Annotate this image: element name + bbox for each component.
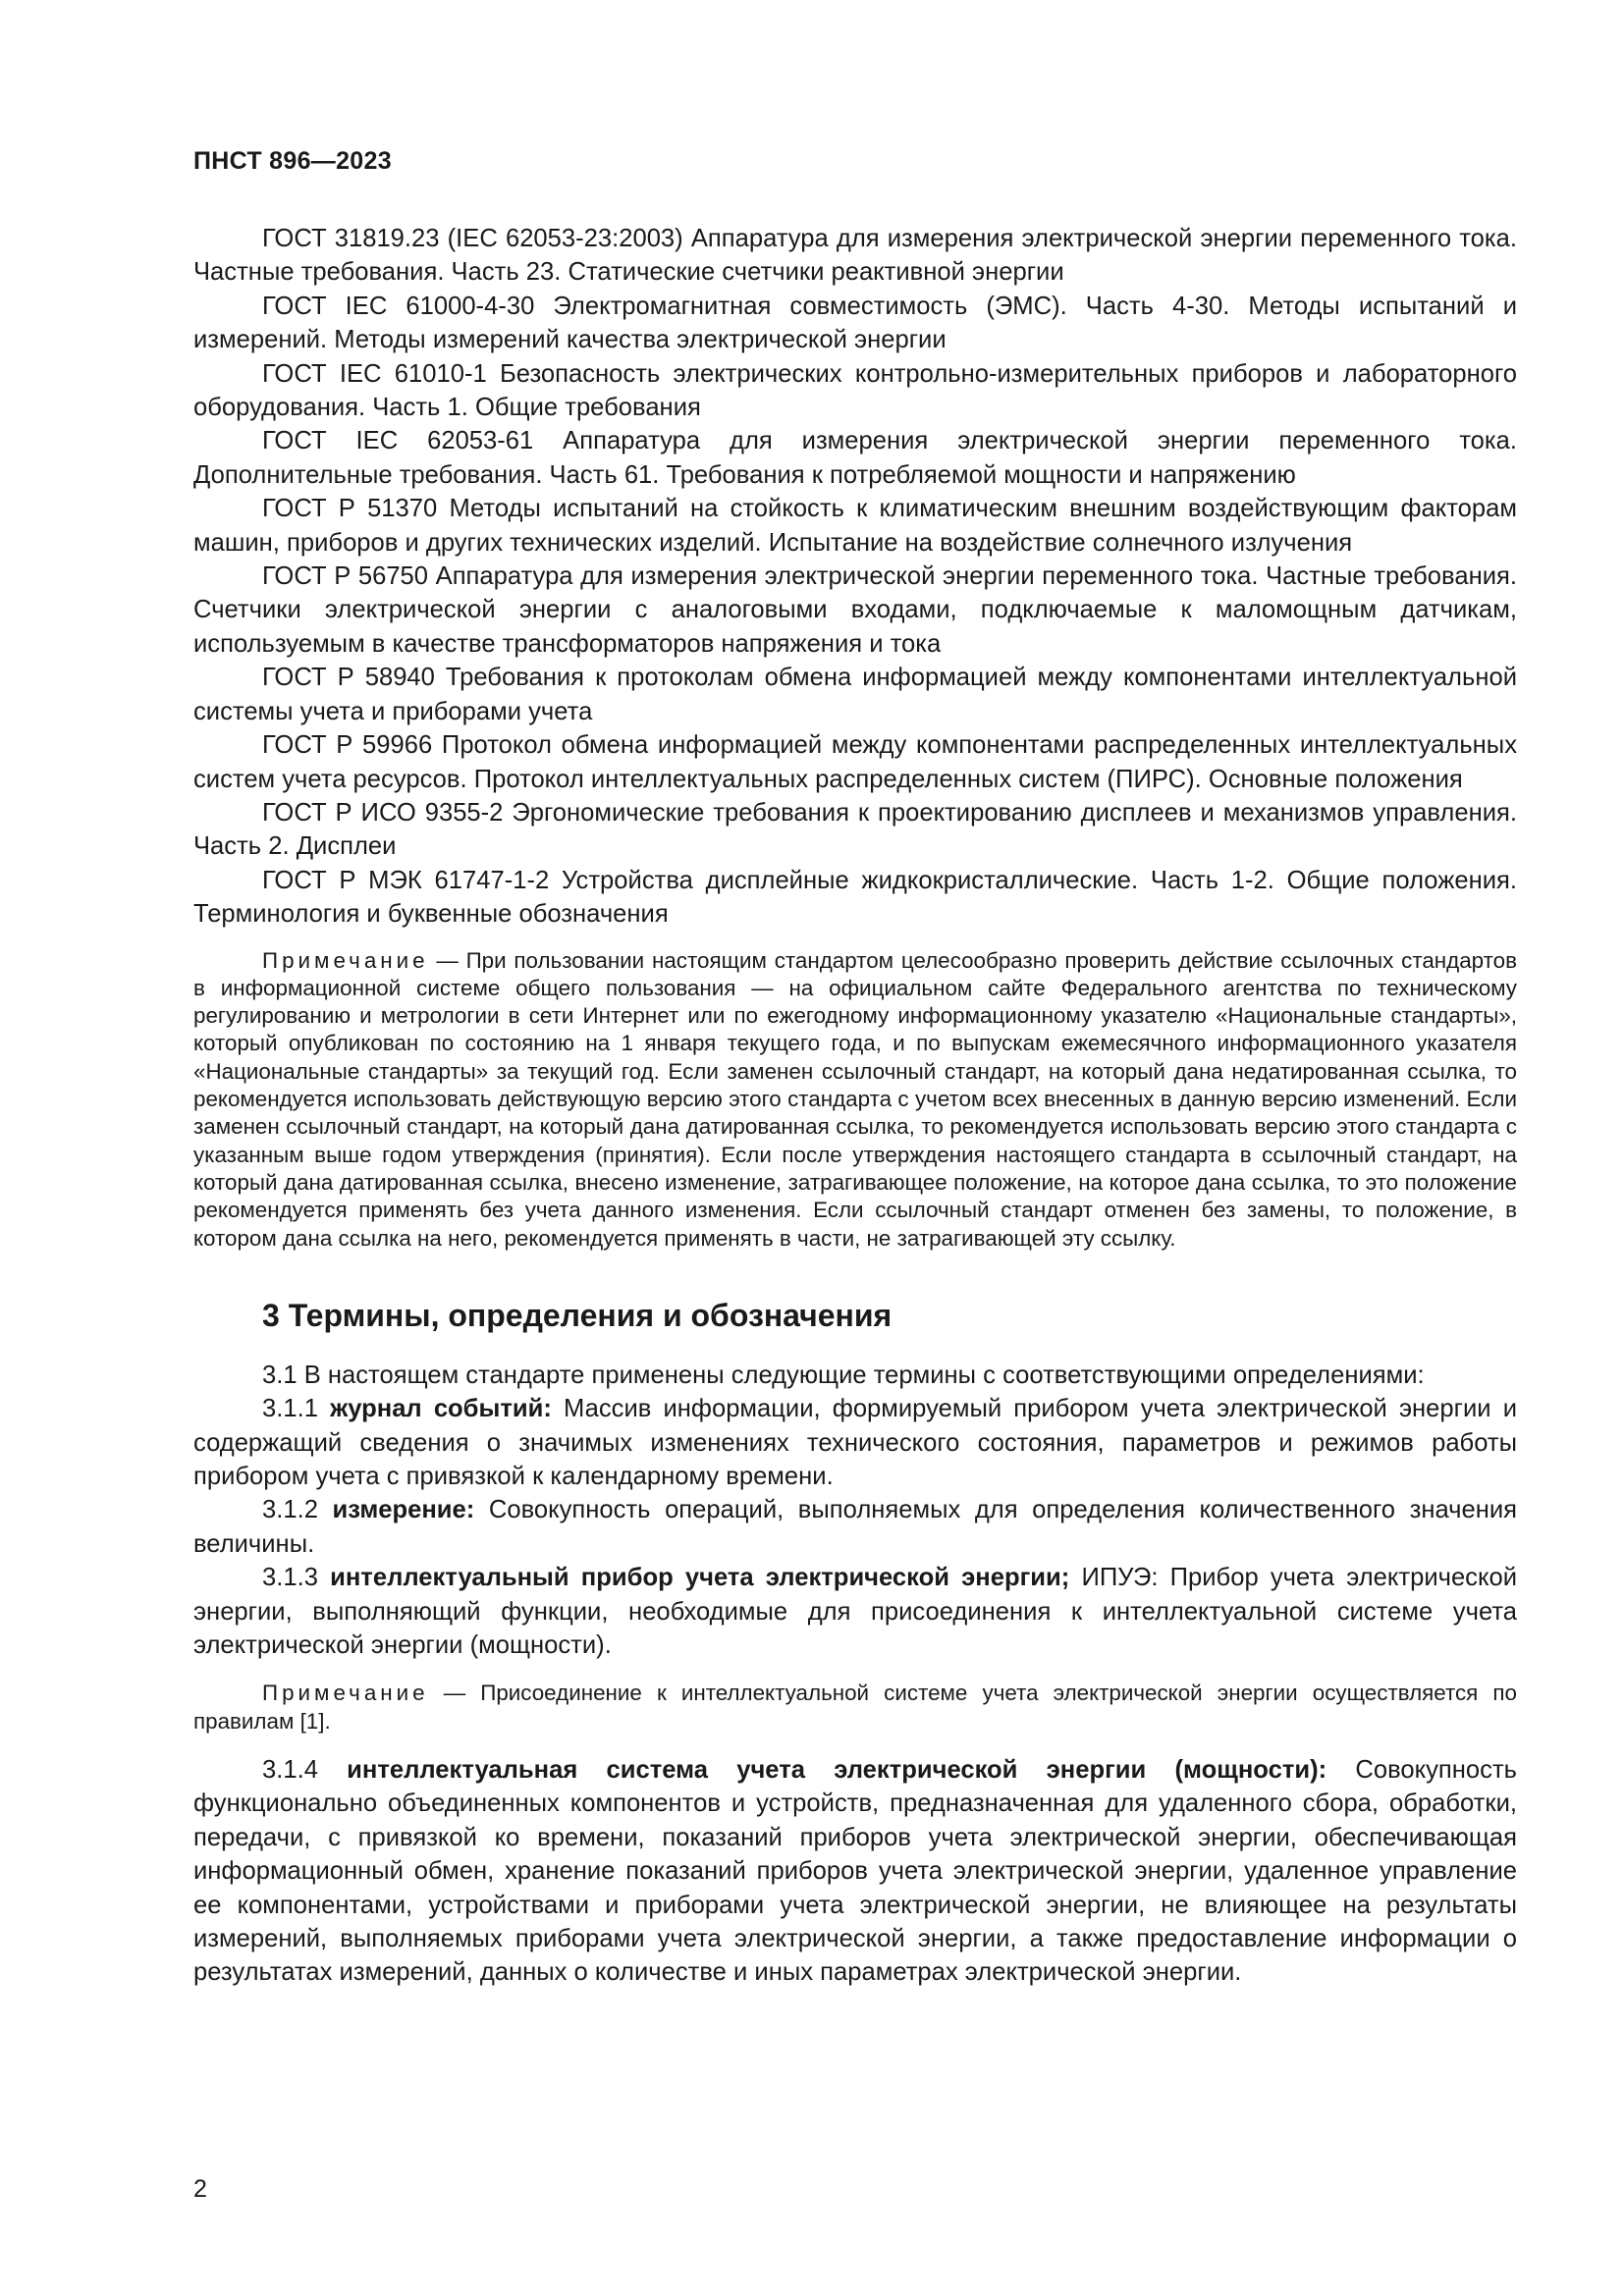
term-number: 3.1.2	[262, 1496, 333, 1524]
note-text: — Присоединение к интеллектуальной системе учета электрической энергии осуществляется по правилам [1].	[193, 1681, 1517, 1734]
term-definition: ИПУЭ: Прибор учета электрической энергии, выполняющий функции, необходимые для присоединения к интеллектуальной системе учета электрической энергии (мощности).	[193, 1564, 1517, 1660]
reference-item: ГОСТ Р 59966 Протокол обмена информацией между компонентами распределенных интеллектуальных систем учета ресурсов. Протокол интеллектуальных распределенных систем (ПИРС). Основные положения	[193, 731, 1517, 793]
reference-item: ГОСТ IEC 62053-61 Аппаратура для измерения электрической энергии переменного тока. Дополнительные требования. Часть 61. Требования к потребляемой мощности и напряжению	[193, 427, 1517, 489]
reference-item: ГОСТ Р ИСО 9355-2 Эргономические требования к проектированию дисплеев и механизмов управления. Часть 2. Дисплеи	[193, 798, 1517, 861]
reference-item: ГОСТ IEC 61000-4-30 Электромагнитная совместимость (ЭМС). Часть 4-30. Методы испытаний и измерений. Методы измерений качества электрической энергии	[193, 292, 1517, 354]
note-text: — При пользовании настоящим стандартом целесообразно проверить действие ссылочных стандартов в информационной системе общего пользования — на официальном сайте Федерального агентства по техническому регулированию и метрологии в сети Интернет или по ежегодному информационному указателю «Национальные стандарты», который опубликован по состоянию на 1 января текущего года, и по выпускам ежемесячного информационного указателя «Национальные стандарты» за текущий год. Если заменен ссылочный стандарт, на который дана недатированная ссылка, то рекомендуется использовать действующую версию этого стандарта с учетом всех внесенных в данную версию изменений. Если заменен ссылочный стандарт, на который дана датированная ссылка, то рекомендуется использовать версию этого стандарта с указанным выше годом утверждения (принятия). Если после утверждения настоящего стандарта в ссылочный стандарт, на который дана датированная ссылка, внесено изменение, затрагивающее положение, на которое дана ссылка, то это положение рекомендуется применять без учета данного изменения. Если ссылочный стандарт отменен без замены, то положение, в котором дана ссылка на него, рекомендуется применять в части, не затрагивающей эту ссылку.	[193, 947, 1517, 1251]
page-content	[193, 222, 1517, 1990]
term-name: измерение:	[332, 1496, 475, 1524]
term-3-1-2	[193, 1493, 1517, 1561]
section-intro: 3.1 В настоящем стандарте применены следующие термины с соответствующими определениями:	[262, 1361, 1425, 1389]
term-number: 3.1.4	[262, 1756, 348, 1785]
term-name: журнал событий:	[330, 1395, 552, 1423]
reference-item: ГОСТ Р 51370 Методы испытаний на стойкость к климатическим внешним воздействующим факторам машин, приборов и других технических изделий. Испытание на воздействие солнечного излучения	[193, 495, 1517, 557]
term-number: 3.1.1	[262, 1395, 331, 1423]
reference-item: ГОСТ Р 56750 Аппаратура для измерения электрической энергии переменного тока. Частные требования. Счетчики электрической энергии с аналоговыми входами, подключаемые к маломощным датчикам, используемым в качестве трансформаторов напряжения и тока	[193, 562, 1517, 658]
term-definition: Совокупность функционально объединенных компонентов и устройств, предназначенная для удаленного сбора, обработки, передачи, с привязкой ко времени, показаний приборов учета электрической энергии, обеспечивающая информационный обмен, хранение показаний приборов учета электрической энергии, удаленное управление ее компонентами, устройствами и приборами учета электрической энергии, не влияющее на результаты измерений, выполняемых приборами учета электрической энергии, а также предоставление информации о результатах измерений, данных о количестве и иных параметрах электрической энергии.	[193, 1756, 1518, 1987]
reference-item: ГОСТ Р МЭК 61747-1-2 Устройства дисплейные жидкокристаллические. Часть 1-2. Общие положения. Терминология и буквенные обозначения	[193, 866, 1517, 929]
section-title: 3 Термины, определения и обозначения	[262, 1297, 893, 1333]
term-3-1-1	[193, 1392, 1517, 1493]
term-note	[193, 1680, 1517, 1735]
term-3-1-3	[193, 1561, 1517, 1662]
note-label: Примечание	[262, 947, 429, 973]
term-name: интеллектуальная система учета электрической энергии (мощности):	[347, 1756, 1327, 1785]
reference-note	[193, 947, 1517, 1253]
note-label: Примечание	[262, 1681, 429, 1706]
term-name: интеллектуальный прибор учета электрической энергии;	[330, 1564, 1070, 1592]
reference-item: ГОСТ Р 58940 Требования к протоколам обмена информацией между компонентами интеллектуальной системы учета и приборами учета	[193, 664, 1517, 725]
document-header: ПНСТ 896—2023	[193, 147, 392, 175]
reference-item: ГОСТ 31819.23 (IEC 62053-23:2003) Аппаратура для измерения электрической энергии переменного тока. Частные требования. Часть 23. Статические счетчики реактивной энергии	[193, 225, 1517, 287]
term-number: 3.1.3	[262, 1564, 331, 1592]
term-3-1-4	[193, 1753, 1517, 1990]
page-number: 2	[193, 2175, 207, 2203]
term-definition: Совокупность операций, выполняемых для определения количественного значения величины.	[193, 1496, 1517, 1558]
term-definition: Массив информации, формируемый прибором учета электрической энергии и содержащий сведения о значимых изменениях технического состояния, параметров и режимов работы прибором учета с привязкой к календарному времени.	[193, 1395, 1517, 1491]
reference-item: ГОСТ IEC 61010-1 Безопасность электрических контрольно-измерительных приборов и лабораторного оборудования. Часть 1. Общие требования	[193, 359, 1517, 422]
reference-list	[193, 222, 1517, 932]
